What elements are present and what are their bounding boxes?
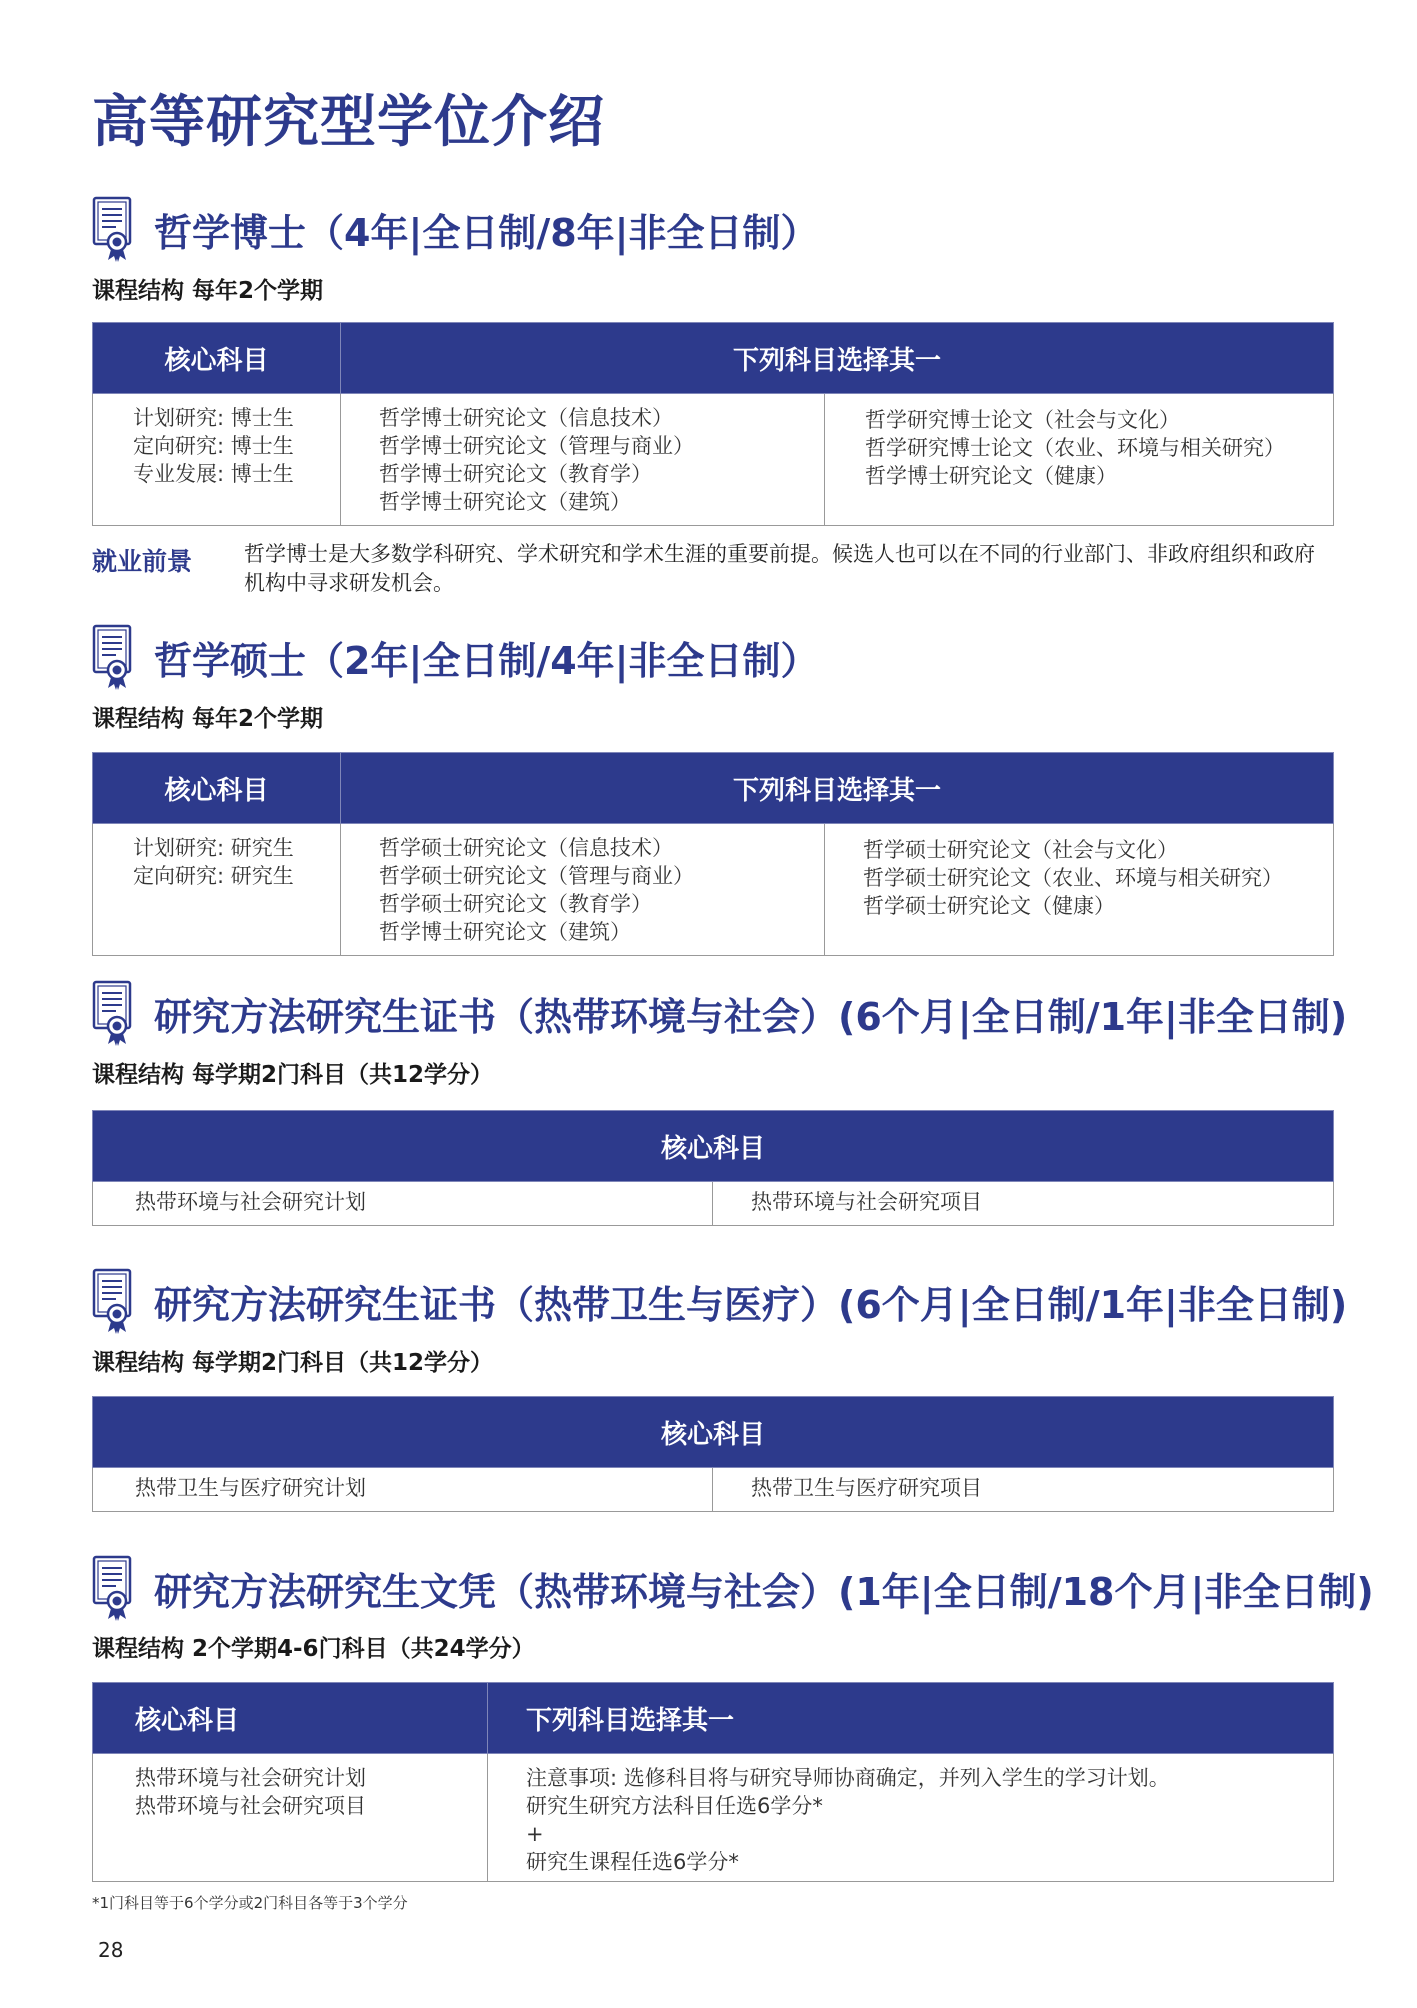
- list-item: 计划研究: 博士生: [133, 406, 294, 430]
- list-item: 定向研究: 博士生: [133, 434, 294, 458]
- list-item: 注意事项: 选修科目将与研究导师协商确定，并列入学生的学习计划。: [526, 1766, 1170, 1790]
- list-item: 热带卫生与医疗研究计划: [93, 1468, 713, 1512]
- core-header: 核心科目: [93, 323, 341, 394]
- diploma-title: 研究方法研究生文凭（热带环境与社会）(1年|全日制/18个月|非全日制): [154, 1569, 1374, 1614]
- core-header: 核心科目: [93, 753, 341, 824]
- choice-header: 下列科目选择其一: [488, 1683, 1334, 1754]
- phd-structure: 课程结构 每年2个学期: [92, 278, 324, 304]
- list-item: 热带环境与社会研究项目: [713, 1182, 1334, 1226]
- diploma-core-list: [135, 1764, 487, 1820]
- mphil-course-table: [92, 752, 1334, 956]
- list-item: 哲学硕士研究论文（管理与商业）: [379, 864, 694, 888]
- list-item: 定向研究: 研究生: [133, 864, 294, 888]
- diploma-structure: 课程结构 2个学期4-6门科目（共24学分）: [92, 1636, 535, 1662]
- phd-section-header: [92, 196, 819, 262]
- cert-env-title: 研究方法研究生证书（热带环境与社会）(6个月|全日制/1年|非全日制): [154, 994, 1348, 1039]
- prospect-label: 就业前景: [92, 547, 193, 576]
- certificate-icon: [92, 1268, 136, 1334]
- list-item: +: [526, 1822, 544, 1846]
- list-item: 哲学研究博士论文（社会与文化）: [865, 408, 1180, 432]
- list-item: 哲学博士研究论文（建筑）: [379, 920, 631, 944]
- list-item: 哲学硕士研究论文（教育学）: [379, 892, 652, 916]
- page-title: 高等研究型学位介绍: [92, 90, 605, 155]
- choice-header: 下列科目选择其一: [341, 323, 1334, 394]
- cert-health-section-header: [92, 1268, 1347, 1334]
- cert-health-title: 研究方法研究生证书（热带卫生与医疗）(6个月|全日制/1年|非全日制): [154, 1282, 1348, 1327]
- list-item: 哲学博士研究论文（健康）: [865, 464, 1117, 488]
- list-item: 哲学硕士研究论文（健康）: [863, 894, 1115, 918]
- mphil-structure: 课程结构 每年2个学期: [92, 706, 324, 732]
- list-item: 哲学硕士研究论文（社会与文化）: [863, 838, 1178, 862]
- core-header: 核心科目: [93, 1397, 1334, 1468]
- list-item: 热带卫生与医疗研究项目: [713, 1468, 1334, 1512]
- list-item: 哲学硕士研究论文（信息技术）: [379, 836, 673, 860]
- page-number: 28: [98, 1938, 124, 1962]
- diploma-section-header: [92, 1555, 1374, 1621]
- list-item: 研究生课程任选6学分*: [526, 1850, 739, 1874]
- mphil-title: 哲学硕士（2年|全日制/4年|非全日制）: [154, 638, 819, 683]
- cert-health-course-table: [92, 1396, 1334, 1512]
- diploma-choice-list: [526, 1764, 1333, 1876]
- phd-title: 哲学博士（4年|全日制/8年|非全日制）: [154, 210, 819, 255]
- cert-health-structure: 课程结构 每学期2门科目（共12学分）: [92, 1350, 494, 1376]
- phd-course-table: [92, 322, 1334, 526]
- phd-choice-a-list: [379, 404, 824, 516]
- certificate-icon: [92, 196, 136, 262]
- list-item: 哲学博士研究论文（教育学）: [379, 462, 652, 486]
- list-item: 计划研究: 研究生: [133, 836, 294, 860]
- list-item: 哲学博士研究论文（建筑）: [379, 490, 631, 514]
- certificate-icon: [92, 624, 136, 690]
- mphil-core-list: [133, 834, 340, 890]
- list-item: 哲学博士研究论文（管理与商业）: [379, 434, 694, 458]
- list-item: 热带环境与社会研究计划: [135, 1766, 366, 1790]
- cert-env-structure: 课程结构 每学期2门科目（共12学分）: [92, 1062, 494, 1088]
- mphil-choice-a-list: [379, 834, 824, 946]
- certificate-icon: [92, 1555, 136, 1621]
- choice-header: 下列科目选择其一: [341, 753, 1334, 824]
- footnote: *1门科目等于6个学分或2门科目各等于3个学分: [92, 1894, 408, 1912]
- list-item: 热带环境与社会研究计划: [93, 1182, 713, 1226]
- phd-choice-b-list: [865, 406, 1333, 490]
- list-item: 专业发展: 博士生: [133, 462, 294, 486]
- diploma-course-table: [92, 1682, 1334, 1882]
- mphil-choice-b-list: [863, 836, 1333, 920]
- list-item: 哲学博士研究论文（信息技术）: [379, 406, 673, 430]
- core-header: 核心科目: [93, 1683, 488, 1754]
- list-item: 研究生研究方法科目任选6学分*: [526, 1794, 823, 1818]
- cert-env-course-table: [92, 1110, 1334, 1226]
- prospect-text: 哲学博士是大多数学科研究、学术研究和学术生涯的重要前提。候选人也可以在不同的行业部门、非政府组织和政府机构中寻求研发机会。: [244, 542, 1315, 595]
- core-header: 核心科目: [93, 1111, 1334, 1182]
- list-item: 哲学硕士研究论文（农业、环境与相关研究）: [863, 866, 1283, 890]
- certificate-icon: [92, 980, 136, 1046]
- mphil-section-header: [92, 624, 819, 690]
- cert-env-section-header: [92, 980, 1347, 1046]
- list-item: 热带环境与社会研究项目: [135, 1794, 366, 1818]
- phd-core-list: [133, 404, 340, 488]
- list-item: 哲学研究博士论文（农业、环境与相关研究）: [865, 436, 1285, 460]
